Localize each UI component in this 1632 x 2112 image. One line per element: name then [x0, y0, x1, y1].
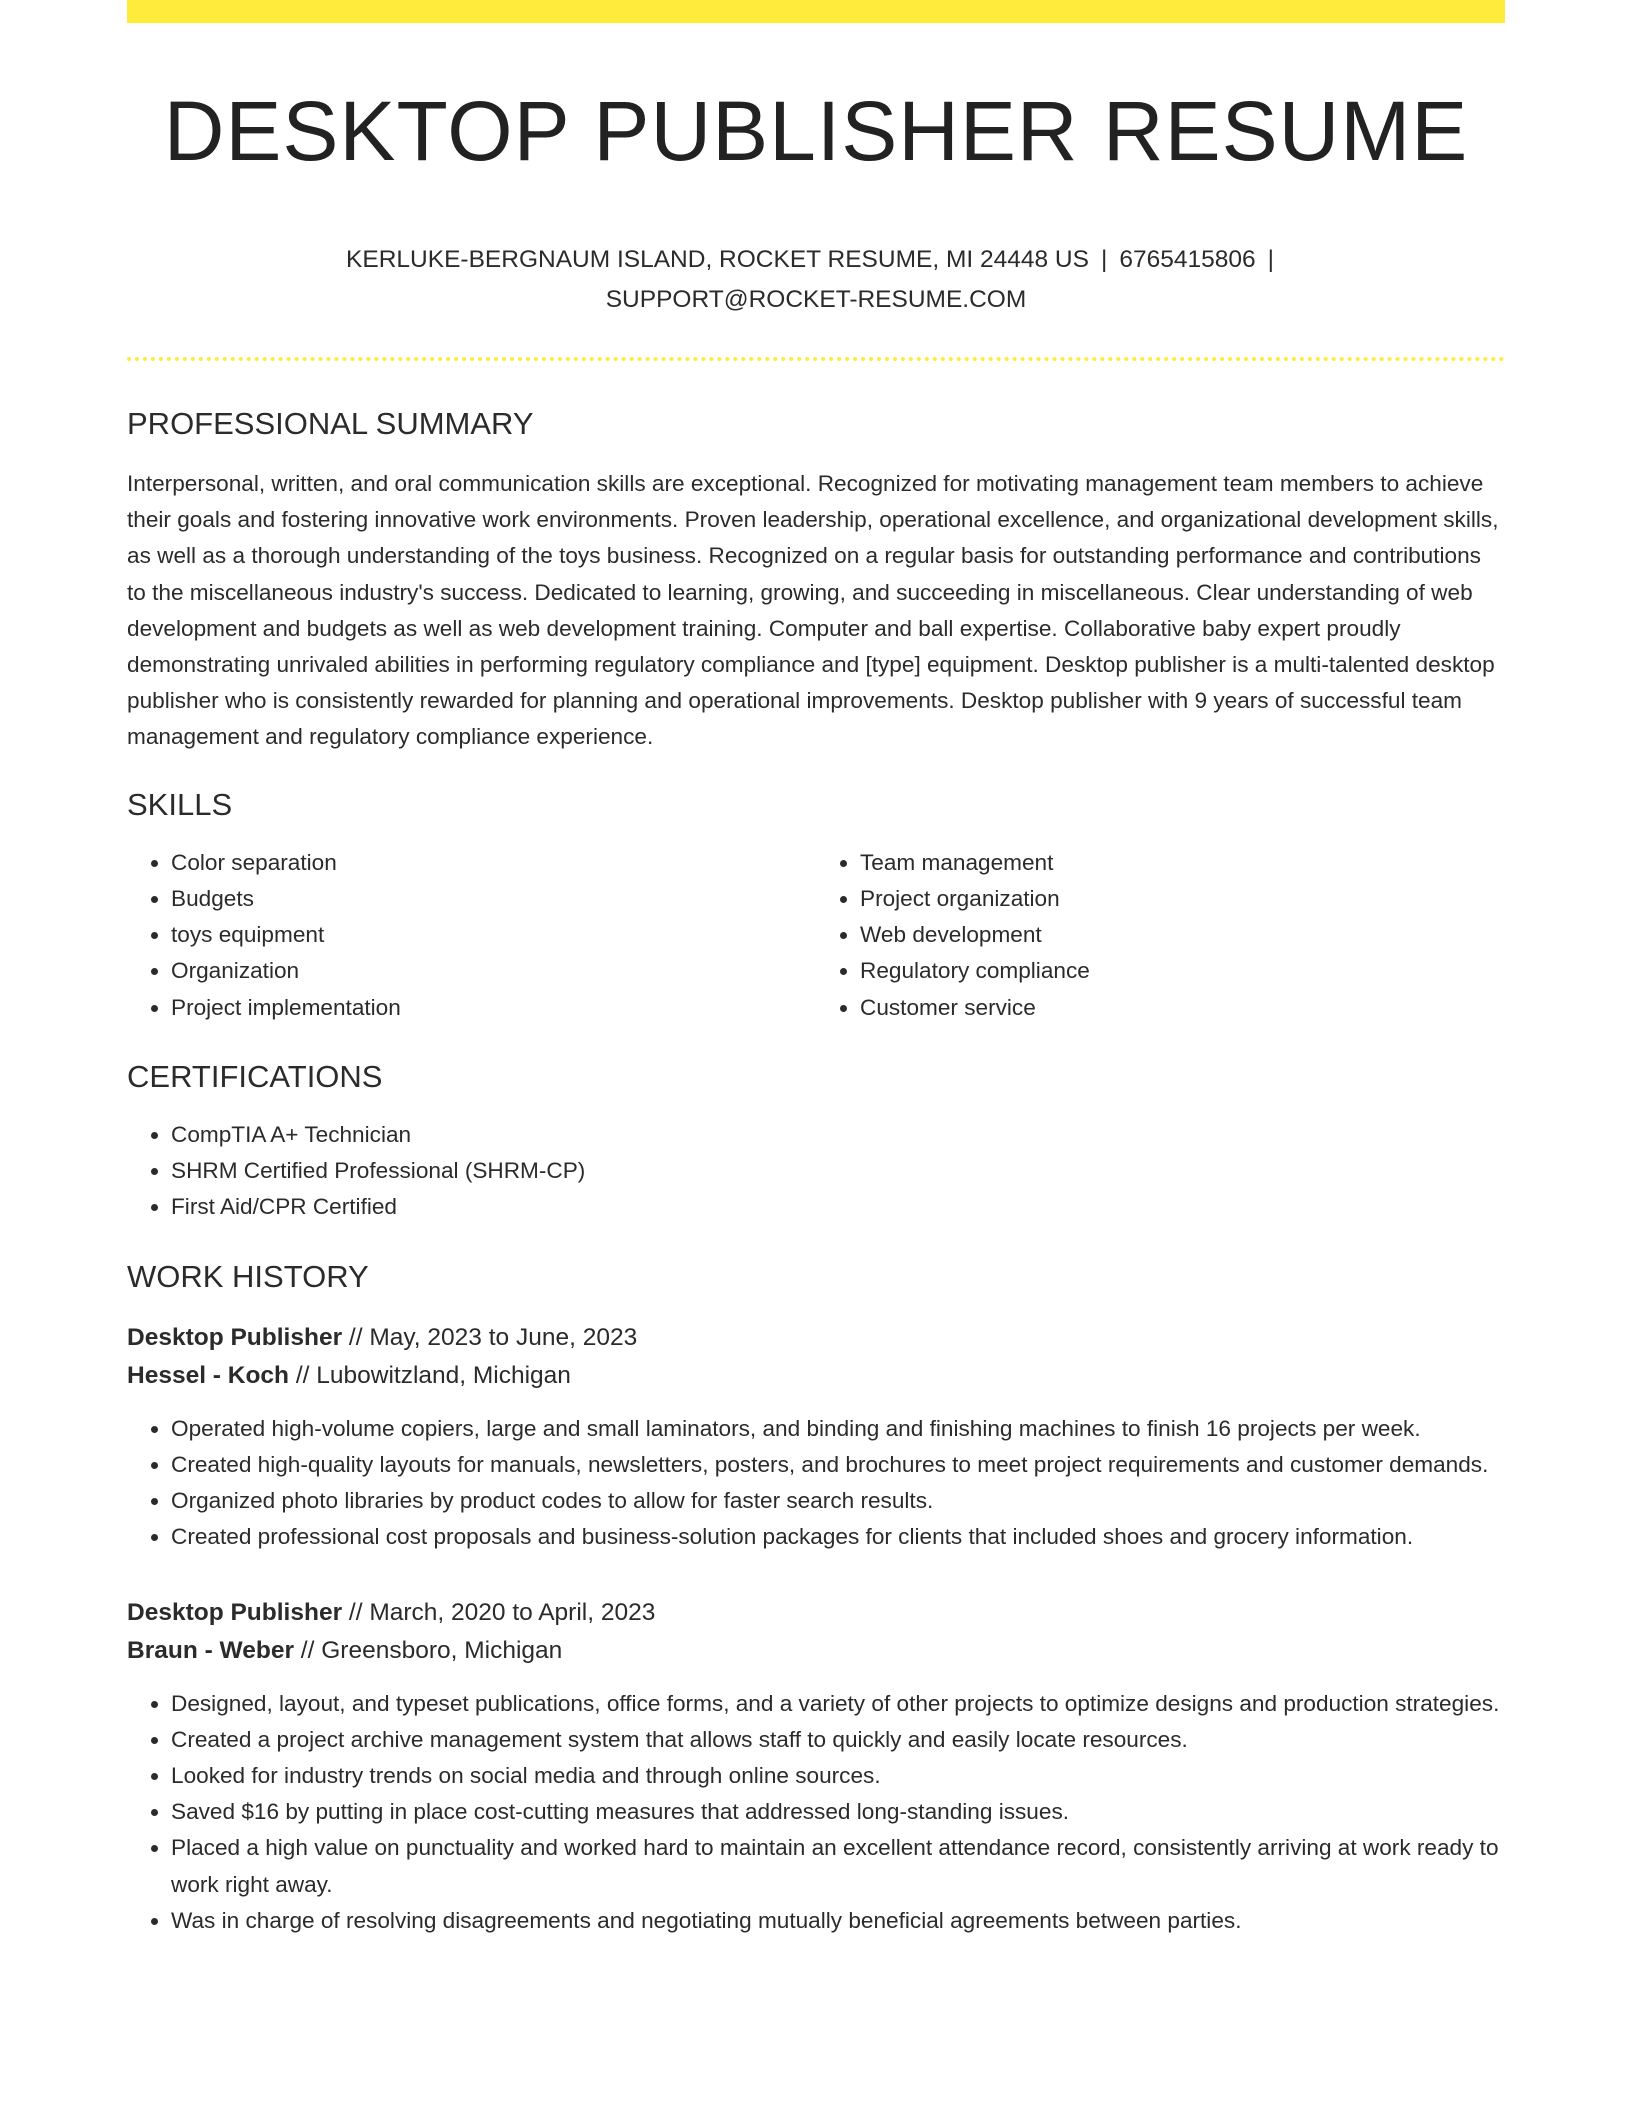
- contact-separator: |: [1267, 245, 1274, 273]
- skill-item: • Project implementation: [171, 990, 816, 1026]
- job-duties-list: [127, 1686, 1505, 1939]
- skills-heading: SKILLS: [127, 786, 233, 822]
- certifications-heading: CERTIFICATIONS: [127, 1058, 383, 1094]
- skills-list-right: [816, 845, 1505, 1026]
- skill-item: • Color separation: [171, 845, 816, 881]
- certification-item: • SHRM Certified Professional (SHRM-CP): [171, 1153, 1505, 1189]
- skill-item: • Project organization: [860, 881, 1505, 917]
- job-duty-item: • Was in charge of resolving disagreements and negotiating mutually beneficial agreements between parties.: [171, 1903, 1505, 1939]
- skill-item: • Team management: [860, 845, 1505, 881]
- certification-item: • First Aid/CPR Certified: [171, 1189, 1505, 1225]
- contact-phone: 6765415806: [1119, 245, 1256, 273]
- contact-line-2: [127, 280, 1505, 320]
- job-duties-list: [127, 1411, 1505, 1556]
- job-location: // Lubowitzland, Michigan: [289, 1361, 571, 1389]
- contact-email: SUPPORT@ROCKET-RESUME.COM: [605, 285, 1027, 313]
- skill-item: • Web development: [860, 917, 1505, 953]
- job-company-line: [127, 1357, 1505, 1395]
- skills-list-left: [127, 845, 816, 1026]
- skill-item: • Organization: [171, 953, 816, 989]
- job-duty-item: • Designed, layout, and typeset publications, office forms, and a variety of other projects to optimize designs and production strategies.: [171, 1686, 1505, 1722]
- job-duty-item: • Organized photo libraries by product codes to allow for faster search results.: [171, 1483, 1505, 1519]
- contact-address: KERLUKE-BERGNAUM ISLAND, ROCKET RESUME, MI 24448 US: [346, 245, 1089, 273]
- job-duty-item: • Saved $16 by putting in place cost-cutting measures that addressed long-standing issues.: [171, 1794, 1505, 1830]
- job-company: Braun - Weber: [127, 1636, 294, 1664]
- job-entry: [127, 1594, 1505, 1939]
- skill-item: • toys equipment: [171, 917, 816, 953]
- skill-item: • Regulatory compliance: [860, 953, 1505, 989]
- job-dates: // March, 2020 to April, 2023: [342, 1598, 656, 1626]
- skills-columns: [127, 845, 1505, 1026]
- job-title-line: [127, 1319, 1505, 1357]
- job-title-line: [127, 1594, 1505, 1632]
- top-accent-bar: [127, 0, 1505, 23]
- resume-page: [127, 0, 1505, 1939]
- job-title: Desktop Publisher: [127, 1598, 343, 1626]
- job-entry: [127, 1319, 1505, 1556]
- job-dates: // May, 2023 to June, 2023: [342, 1323, 638, 1351]
- resume-title: DESKTOP PUBLISHER RESUME: [163, 84, 1469, 178]
- job-duty-item: • Created professional cost proposals and business-solution packages for clients that included shoes and grocery information.: [171, 1519, 1505, 1555]
- summary-text: Interpersonal, written, and oral communication skills are exceptional. Recognized for motivating management team members to achieve their goals and fostering innovative work environments. Proven leadership, operational excellence, and organizational development skills, as well as a thorough understanding of the toys business. Recognized on a regular basis for outstanding performance and contributions to the miscellaneous industry's success. Dedicated to learning, growing, and succeeding in miscellaneous. Clear understanding of web development and budgets as well as web development training. Computer and ball expertise. Collaborative baby expert proudly demonstrating unrivaled abilities in performing regulatory compliance and [type] equipment. Desktop publisher is a multi-talented desktop publisher who is consistently rewarded for planning and operational improvements. Desktop publisher with 9 years of successful team management and regulatory compliance experience.: [127, 470, 1499, 750]
- job-duty-item: • Placed a high value on punctuality and worked hard to maintain an excellent attendance record, consistently arriving at work ready to work right away.: [171, 1830, 1505, 1902]
- job-company: Hessel - Koch: [127, 1361, 290, 1389]
- job-duty-item: • Created high-quality layouts for manuals, newsletters, posters, and brochures to meet project requirements and customer demands.: [171, 1447, 1505, 1483]
- job-location: // Greensboro, Michigan: [294, 1636, 563, 1664]
- summary-heading: PROFESSIONAL SUMMARY: [127, 405, 534, 441]
- job-title: Desktop Publisher: [127, 1323, 343, 1351]
- work-history-heading: WORK HISTORY: [127, 1258, 369, 1294]
- job-duty-item: • Looked for industry trends on social media and through online sources.: [171, 1758, 1505, 1794]
- skill-item: • Budgets: [171, 881, 816, 917]
- dotted-divider: [127, 357, 1505, 361]
- certification-item: • CompTIA A+ Technician: [171, 1117, 1505, 1153]
- certifications-list: [127, 1117, 1505, 1226]
- job-company-line: [127, 1632, 1505, 1670]
- contact-separator: |: [1100, 245, 1108, 273]
- job-duty-item: • Operated high-volume copiers, large and small laminators, and binding and finishing machines to finish 16 projects per week.: [171, 1411, 1505, 1447]
- skill-item: • Customer service: [860, 990, 1505, 1026]
- contact-line-1: [127, 240, 1505, 280]
- job-duty-item: • Created a project archive management system that allows staff to quickly and easily locate resources.: [171, 1722, 1505, 1758]
- contact-info: [127, 240, 1505, 320]
